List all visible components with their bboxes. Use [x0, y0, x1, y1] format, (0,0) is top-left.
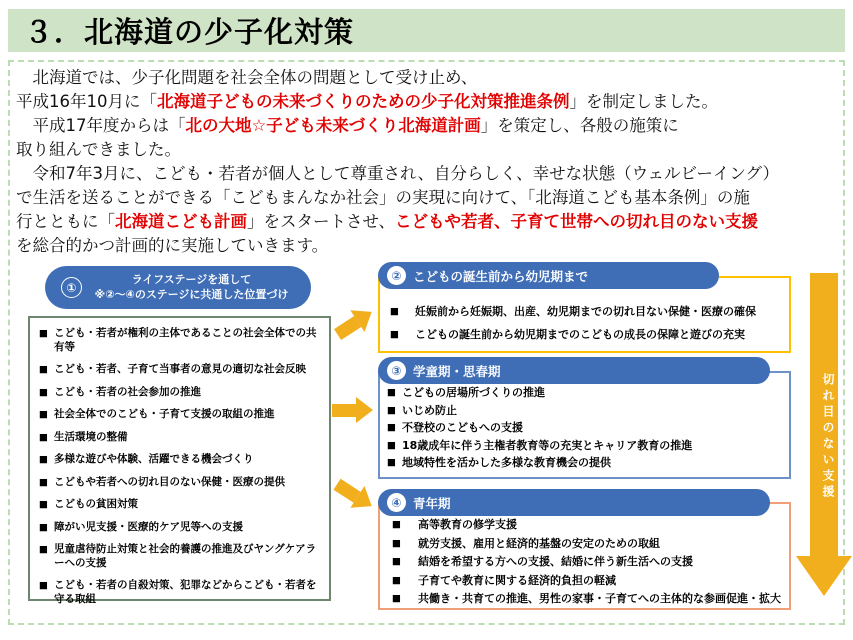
list-item-text: いじめ防止: [402, 403, 457, 417]
list-item-text: 多様な遊びや体験、活躍できる機会づくり: [54, 453, 254, 465]
list-item: [39, 476, 324, 490]
list-item: [39, 386, 324, 400]
square-bullet-icon: ■: [392, 537, 401, 549]
stage1-header: [45, 266, 311, 309]
square-bullet-icon: ■: [39, 544, 48, 555]
list-item: [390, 305, 783, 319]
stage3-number-icon: ③: [387, 361, 406, 380]
list-item-text: 不登校のこどもへの支援: [402, 421, 523, 434]
stage4-number-icon: ④: [387, 493, 406, 512]
stage1-header-text: [82, 273, 301, 302]
list-item-text: こどもの貧困対策: [54, 498, 138, 510]
square-bullet-icon: ■: [390, 306, 399, 317]
list-item-text: 妊娠前から妊娠期、出産、幼児期までの切れ目ない保健・医療の確保: [415, 305, 756, 318]
list-item: [387, 404, 783, 418]
list-item-text: 共働き・共育ての推進、男性の家事・子育てへの主体的な参画促進・拡大: [418, 592, 781, 605]
list-item: [387, 439, 783, 453]
list-item-text: 高等教育の修学支援: [418, 518, 517, 531]
list-item: [387, 386, 783, 400]
arrow-body: [332, 404, 356, 417]
square-bullet-icon: ■: [387, 439, 396, 451]
square-bullet-icon: ■: [392, 519, 401, 530]
list-item: [39, 498, 324, 512]
list-item-text: こどもや若者への切れ目のない保健・医療の提供: [54, 475, 285, 488]
page-title-text: ３．北海道の少子化対策: [24, 15, 355, 49]
square-bullet-icon: ■: [39, 431, 48, 443]
list-item: [387, 456, 783, 470]
list-item-text: 結婚を希望する方への支援、結婚に伴う新生活への支援: [418, 555, 693, 568]
list-item-text: こどもの居場所づくりの推進: [402, 386, 545, 399]
square-bullet-icon: ■: [387, 457, 396, 468]
square-bullet-icon: ■: [392, 556, 401, 567]
square-bullet-icon: ■: [392, 593, 401, 604]
arrow-to-stage3-icon: [332, 397, 373, 423]
list-item: [392, 574, 783, 588]
square-bullet-icon: ■: [39, 521, 48, 533]
list-item: [39, 327, 324, 354]
list-item: [39, 431, 324, 445]
square-bullet-icon: ■: [39, 499, 48, 510]
list-item-text: 障がい児支援・医療的ケア児等への支援: [54, 520, 243, 533]
stage2-title: こどもの誕生前から幼児期まで: [413, 268, 589, 284]
list-item: [392, 555, 783, 569]
square-bullet-icon: ■: [39, 364, 48, 375]
list-item-text: 子育てや教育に関する経済的負担の軽減: [418, 573, 616, 587]
square-bullet-icon: ■: [39, 328, 48, 339]
list-item: [392, 537, 783, 551]
stage4-box: [378, 502, 791, 610]
square-bullet-icon: ■: [387, 387, 396, 398]
square-bullet-icon: ■: [392, 574, 401, 586]
list-item-text: こども・若者の社会参加の推進: [54, 385, 201, 398]
stage3-box: [378, 371, 791, 479]
list-item-text: 18歳成年に伴う主権者教育等の充実とキャリア教育の推進: [402, 438, 693, 452]
stage4-header: [378, 489, 770, 516]
square-bullet-icon: ■: [390, 328, 399, 340]
list-item-text: こども・若者、子育て当事者の意見の適切な社会反映: [54, 363, 306, 375]
stage1-number-icon: ①: [61, 277, 82, 298]
list-item-text: 就労支援、雇用と経済的基盤の安定のための取組: [418, 536, 660, 550]
stage3-header: [378, 357, 770, 384]
seamless-support-label: 切れ目のない支援: [821, 373, 835, 501]
list-item: [392, 592, 783, 606]
list-item: [39, 363, 324, 377]
arrow-head: [356, 397, 373, 423]
square-bullet-icon: ■: [39, 409, 48, 420]
list-item-text: こども・若者が権利の主体であることの社会全体での共有等: [54, 327, 317, 353]
stage1-list: [28, 316, 331, 605]
seamless-support-arrow-head-icon: [796, 556, 852, 596]
stage3-title: 学童期・思春期: [413, 363, 501, 379]
square-bullet-icon: ■: [387, 404, 396, 416]
stage2-number-icon: ②: [387, 266, 406, 285]
square-bullet-icon: ■: [39, 580, 48, 591]
list-item-text: こども・若者の自殺対策、犯罪などからこども・若者を守る取組: [54, 579, 317, 605]
stage1-title-line2: ※②～④のステージに共通した位置づけ: [94, 287, 289, 301]
square-bullet-icon: ■: [387, 422, 396, 433]
list-item-text: こどもの誕生前から幼児期までのこどもの成長の保障と遊びの充実: [415, 327, 745, 341]
list-item: [39, 543, 324, 570]
list-item: [39, 579, 324, 606]
list-item: [392, 518, 783, 532]
list-item-text: 社会全体でのこども・子育て支援の取組の推進: [54, 408, 275, 420]
list-item: [39, 521, 324, 535]
square-bullet-icon: ■: [39, 386, 48, 398]
list-item-text: 生活環境の整備: [54, 430, 128, 443]
list-item-text: 地域特性を活かした多様な教育機会の提供: [402, 456, 611, 469]
square-bullet-icon: ■: [39, 476, 48, 488]
list-item: [390, 328, 783, 342]
stage1-title-line1: ライフステージを通して: [131, 273, 252, 286]
list-item: [387, 421, 783, 435]
square-bullet-icon: ■: [39, 454, 48, 465]
intro-paragraph: 北海道では、少子化問題を社会全体の問題として受け止め、 平成16年10月に「北海道子どもの未来づくりのための少子化対策推進条例」を制定しました。 平成17年度からは「北の大地☆子ども未来づくり北海道計画」を策定し、各般の施策に 取り組んできました。 令和7年3月に、こども・若者が個人として尊重され、自分らしく、幸せな状態（ウェルビーイング） で生活を送ることができる「こどもまんなか社会」の実現に向けて、「北海道こども基本条例」の施 行とともに「北海道こども計画」をスタートさせ、こどもや若者、子育て世帯への切れ目のない支援 を総合的かつ計画的に実施していきます。: [16, 68, 780, 255]
list-item-text: 児童虐待防止対策と社会的養護の推進及びヤングケアラーへの支援: [54, 543, 317, 569]
page-title: [8, 9, 845, 52]
stage2-header: [378, 262, 719, 289]
list-item: [39, 453, 324, 467]
stage4-title: 青年期: [413, 495, 451, 511]
list-item: [39, 408, 324, 422]
